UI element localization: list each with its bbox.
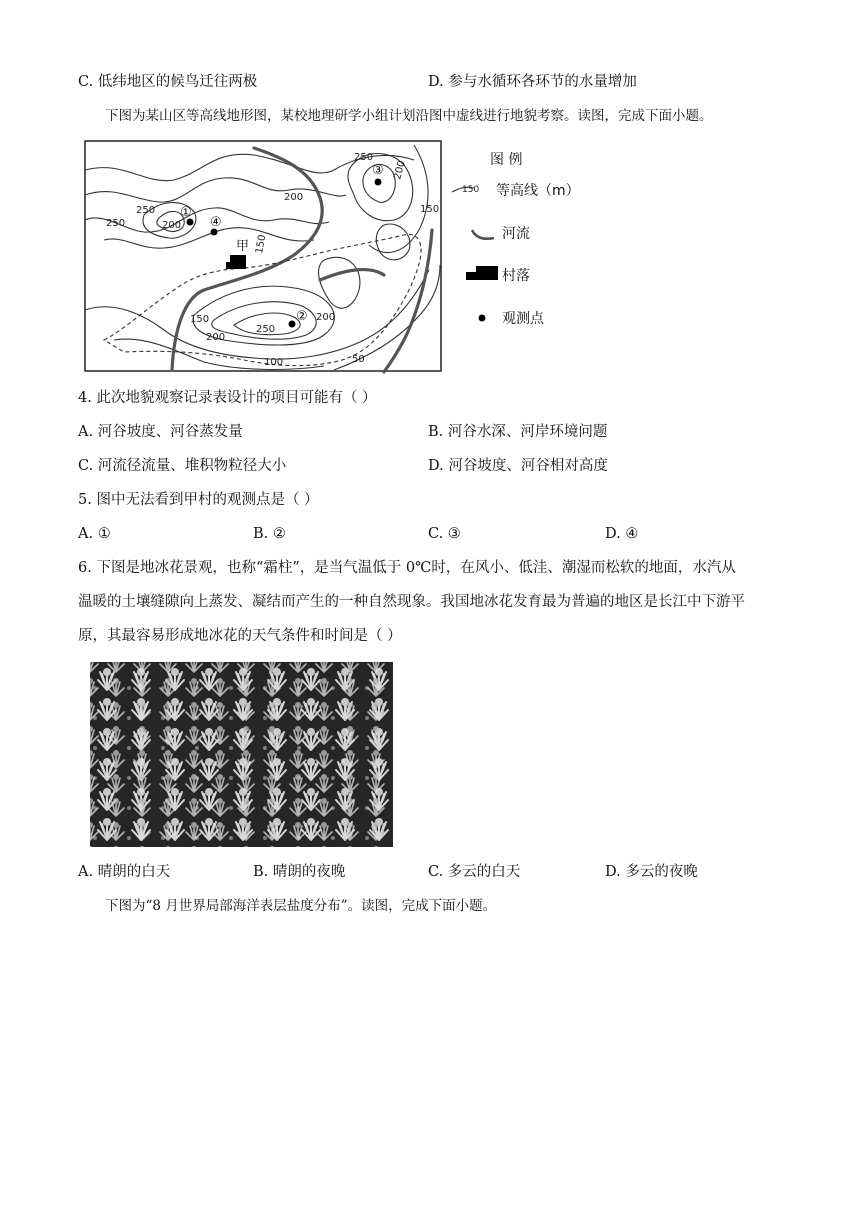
q4-option-a: A. 河谷坡度、河谷蒸发量 [78,424,243,440]
q6-option-a: A. 晴朗的白天 [78,864,171,880]
q5-option-a: A. ① [78,526,111,542]
frost-pillar-photo-svg [90,662,393,847]
contour-label: 250 [354,152,374,163]
option-d-prev: D. 参与水循环各环节的水量增加 [428,74,637,90]
contour-label: 250 [136,205,156,216]
contour-label: 150 [190,314,210,325]
q5-option-c: C. ③ [428,526,461,542]
legend-contour-sample: 150 [462,185,480,195]
contour-label: 200 [392,159,408,181]
village-marker [230,255,246,269]
q6-stem-line2: 温暖的土壤缝隙向上蒸发、凝结而产生的一种自然现象。我国地冰花发育最为普遍的地区是长江中下游平 [78,594,745,610]
frost-pillar-photo [90,662,393,847]
legend-contour-label: 等高线（m） [496,183,580,199]
legend-village-icon [476,266,498,280]
q6-option-b: B. 晴朗的夜晚 [253,864,346,880]
q4-option-b: B. 河谷水深、河岸环境问题 [428,424,608,440]
next-intro-text: 下图为“8 月世界局部海洋表层盐度分布”。读图，完成下面小题。 [105,898,497,914]
q6-stem-line1: 6. 下图是地冰花景观，也称“霜柱”，是当气温低于 0℃时，在风小、低洼、潮湿而松软的地面，水汽从 [78,560,736,576]
contour-label: 150 [420,204,440,215]
q4-stem: 4. 此次地貌观察记录表设计的项目可能有（ ） [78,390,377,406]
point-label-2: ② [296,309,308,324]
contour-label: 200 [316,312,336,323]
option-c-prev: C. 低纬地区的候鸟迁往两极 [78,74,258,90]
contour-label: 50 [352,354,365,365]
legend-title: 图 例 [490,152,523,168]
map-intro-text: 下图为某山区等高线地形图，某校地理研学小组计划沿图中虚线进行地貌考察。读图，完成下面小题。 [105,108,713,124]
q6-stem-line3: 原，其最容易形成地冰花的天气条件和时间是（ ） [78,628,402,644]
q6-option-d: D. 多云的夜晚 [605,864,698,880]
q6-option-c: C. 多云的白天 [428,864,521,880]
village-label: 甲 [236,239,250,254]
contour-label: 200 [162,220,182,231]
q5-option-d: D. ④ [605,526,639,542]
contour-map-svg [84,140,590,374]
point-label-3: ③ [372,163,384,178]
legend-point-icon [479,315,486,322]
legend-point-label: 观测点 [502,311,544,327]
q5-stem: 5. 图中无法看到甲村的观测点是（ ） [78,492,319,508]
legend-village-label: 村落 [502,268,530,284]
contour-label: 100 [264,357,284,368]
legend-river-label: 河流 [502,226,530,242]
point-label-4: ④ [210,215,222,230]
contour-map-figure [84,140,590,374]
contour-label: 150 [254,233,269,255]
q4-option-d: D. 河谷坡度、河谷相对高度 [428,458,608,474]
q4-option-c: C. 河流径流量、堆积物粒径大小 [78,458,287,474]
q5-option-b: B. ② [253,526,286,542]
point-label-1: ① [180,205,192,220]
contour-label: 250 [256,324,276,335]
contour-label: 200 [284,192,304,203]
contour-label: 200 [206,332,226,343]
contour-label: 250 [106,218,126,229]
